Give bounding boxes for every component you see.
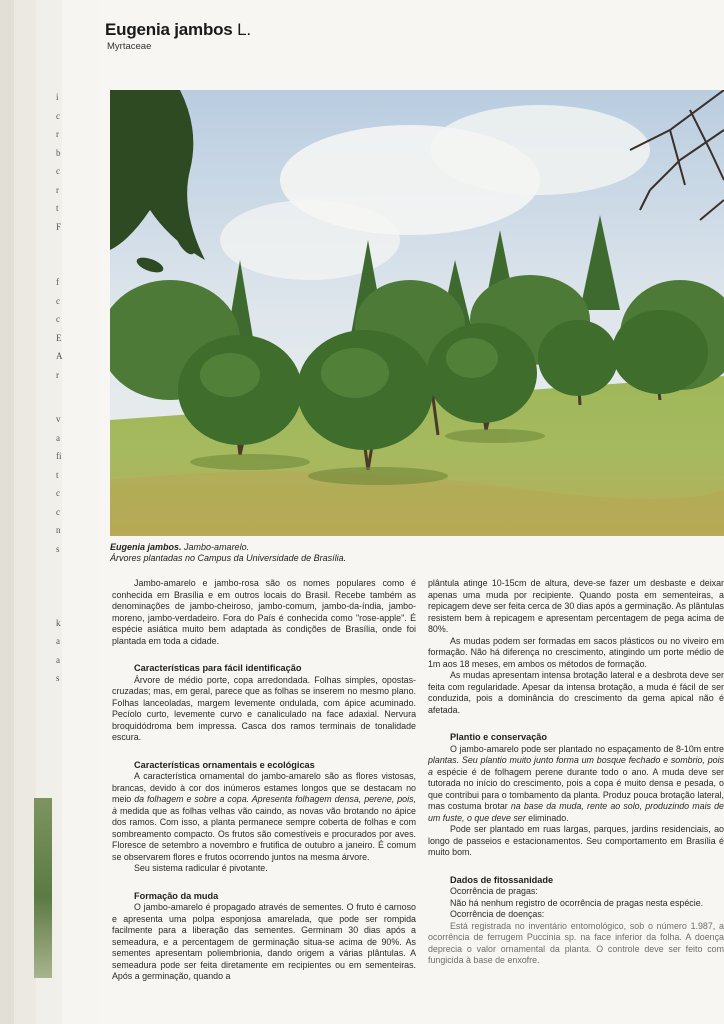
pests-text: Não há nenhum registro de ocorrência de pragas nesta espécie. bbox=[450, 897, 704, 908]
section-text-plantio-2: Pode ser plantado em ruas largas, parques, jardins residenciais, ao longo de passeios e estacionamentos. Seu comportamento em Brasília é muito bom. bbox=[428, 824, 724, 857]
section-title-plantio: Plantio e conservação bbox=[450, 732, 548, 742]
paragraph-saco-plastico: As mudas podem ser formadas em sacos plásticos ou no viveiro em formação. Não há diferença no crescimento, atingindo um porte médio de 1m aos 18 meses, em ambos os métodos de formação. bbox=[428, 635, 724, 669]
paragraph-brotacao: As mudas apresentam intensa brotação lateral e a desbrota deve ser feita com regularidade. Apesar da intensa brotação, a muda é fácil de ser conduzida, pois a dominância do crescimento da gema apical não é afetada. bbox=[428, 670, 724, 715]
photo-caption: Eugenia jambos. Jambo-amarelo. Árvores plantadas no Campus da Universidade de Brasília. bbox=[110, 542, 347, 563]
adjacent-pages-edge bbox=[0, 0, 100, 1024]
species-title: Eugenia jambos L. bbox=[105, 20, 251, 39]
section-title-muda: Formação da muda bbox=[134, 890, 219, 901]
intro-paragraph: Jambo-amarelo e jambo-rosa são os nomes populares como é conhecida em Brasília e em outros locais do Brasil. Recebe também as denominações de jambo-cheiroso, jambo-comum, jambo-da-índia, jambo-moreno, jambo-verdadeiro. Fora do País é conhecida como "rose-apple". É espécie asiática muito bem adaptada às condições de Brasília, onde foi plantada em toda a cidade. bbox=[112, 578, 416, 646]
disease-text: Está registrada no inventário entomológico, sob o número 1.987, a ocorrência de ferrugem Puccinia sp. na face inferior da folha. A doença deprecia o valor ornamental da planta. O controle deve ser feito com fungicida à base de enxofre. bbox=[428, 920, 724, 965]
text-column-left bbox=[112, 578, 416, 983]
section-text-plantio: O jambo-amarelo pode ser plantado no espaçamento de 8-10m entre plantas. Seu plantio muito junto forma um bosque fechado e sombrio, pois a espécie é de folhagem perene durante todo o ano. A muda deve ser tutorada no início do crescimento, pois a copa é muito densa e pesada, o que contribui para o tombamento da planta. Produz pouca brotação lateral, mas costuma brotar na base da muda, rente ao solo, produzindo mais de um fuste, o que deve ser eliminado. bbox=[428, 743, 724, 823]
section-text-muda: O jambo-amarelo é propagado através de sementes. O fruto é carnoso e apresenta uma polpa esponjosa amarelada, que pode ser rompida facilmente para a liberação das sementes. Germinam 30 dias após a semeadura, e a percentagem de germinação situa-se acima de 90%. As sementes apresentam poliembrionia, dando origem a várias plântulas. A semeadura pode ser feita diretamente em recipientes ou em sementeiras. Após a germinação, quando a bbox=[112, 902, 416, 981]
section-title-identificacao: Características para fácil identificação bbox=[134, 663, 302, 673]
section-text-radicular: Seu sistema radicular é pivotante. bbox=[134, 863, 268, 873]
pests-label: Ocorrência de pragas: bbox=[450, 886, 538, 896]
section-title-fitossanidade: Dados de fitossanidade bbox=[450, 874, 554, 885]
family-name: Myrtaceae bbox=[107, 41, 152, 52]
text-column-right bbox=[428, 578, 724, 967]
section-text-ornamentais: A característica ornamental do jambo-amarelo são as flores vistosas, brancas, devido à cor dos inúmeros estames longos que se destacam no meio da folhagem e sobre a copa. Apresenta folhagem densa, perene, pois, à medida que as folhas velhas vão caindo, as novas vão brotando no ápice dos ramos. Com isso, a planta permanece sempre coberta de folhas e com sombreamento compacto. Os frutos são comestíveis e procurados por aves. Floresce de setembro a novembro e frutifica de outubro a janeiro. É comum se observarem flores e frutos ocorrendo juntos na mesma árvore. bbox=[112, 771, 416, 862]
section-title-ornamentais: Características ornamentais e ecológicas bbox=[134, 759, 315, 770]
continuation-paragraph: plântula atinge 10-15cm de altura, deve-se fazer um desbaste e deixar apenas uma muda por recipiente. Quando posta em sementeiras, a repicagem deve ser feita cerca de 30 dias após a germinação. As plântulas resistem bem à repicagem e apresentam percentagem de pega acima de 80%. bbox=[428, 578, 724, 634]
adjacent-page-text-fragments-lower: v a fi t c c n s k a a s bbox=[56, 414, 62, 683]
section-text-identificacao: Árvore de médio porte, copa arredondada. Folhas simples, opostas-cruzadas; mas, em geral, parece que as folhas se inserem no mesmo plano. Folhas lanceoladas, margem levemente ondulada, com ápice acuminado. Pecíolo curto, levemente curvo e canaliculado na face adaxial. Nervura broquidódroma bem impressa. Casca dos ramos terminais de tonalidade escura. bbox=[112, 674, 416, 742]
disease-label: Ocorrência de doenças: bbox=[450, 909, 545, 919]
adjacent-page-text-fragments: i c r b c r t F f c c E A r bbox=[56, 92, 63, 380]
adjacent-page-photo-fragment bbox=[34, 798, 52, 978]
species-photo bbox=[110, 90, 724, 536]
